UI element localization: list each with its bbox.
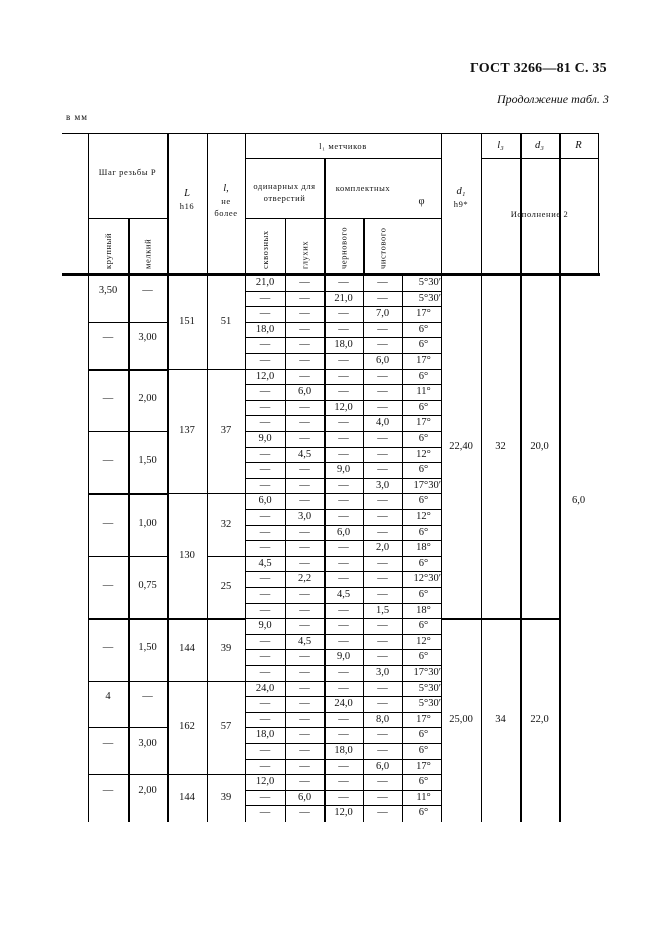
header-col-rule	[598, 133, 599, 273]
finish-cell: —	[377, 589, 388, 600]
rough-cell: —	[338, 308, 349, 320]
l-cell: 51	[220, 315, 232, 327]
through-cell: —	[259, 713, 271, 725]
rough-cell: —	[338, 417, 349, 429]
phi-cell: 6°	[418, 557, 429, 569]
phi-cell: 17°	[416, 417, 431, 429]
blind-cell: —	[299, 807, 310, 819]
through-cell: —	[259, 745, 271, 756]
blind-cell: —	[299, 355, 310, 366]
rough-cell: —	[338, 433, 349, 444]
phi-cell: 6°	[418, 589, 429, 600]
rough-cell: —	[338, 277, 349, 288]
phi-cell: 12°	[416, 635, 431, 647]
phi-cell: 11°	[416, 386, 431, 398]
phi-cell: 6°	[418, 495, 429, 507]
blind-cell: 4,5	[297, 448, 312, 460]
finish-cell: —	[377, 464, 388, 476]
blind-cell: —	[299, 417, 310, 429]
through-cell: —	[259, 667, 271, 678]
blind-cell: —	[299, 713, 310, 725]
through-cell: —	[259, 355, 271, 366]
through-cell: —	[259, 542, 271, 554]
group-rule	[88, 681, 167, 682]
blind-cell: —	[299, 433, 310, 444]
L-cell: 162	[179, 721, 195, 733]
group-rule	[88, 322, 167, 323]
R-cell: 6,0	[571, 495, 586, 506]
body-col-rule	[441, 273, 442, 822]
header-sub-rule	[88, 218, 167, 219]
through-cell: —	[259, 308, 271, 320]
header-through: сквозных	[260, 230, 270, 269]
finish-cell: —	[377, 323, 388, 335]
through-cell: —	[259, 807, 271, 819]
fine-pitch-cell: 1,50	[138, 455, 157, 467]
through-cell: 18,0	[255, 729, 275, 741]
header-l3: l₃	[497, 140, 504, 151]
phi-cell: 6°	[418, 651, 429, 663]
fine-pitch-cell: 1,00	[138, 517, 157, 529]
header-fine: мелкий	[142, 238, 153, 269]
finish-cell: —	[377, 448, 388, 460]
header-execution-2: Исполнение 2	[510, 209, 569, 219]
l-cell: 37	[220, 425, 232, 436]
finish-cell: —	[377, 698, 388, 710]
finish-cell: —	[377, 511, 388, 522]
phi-cell: 6°	[418, 339, 429, 351]
finish-cell: —	[377, 729, 388, 741]
blind-cell: —	[299, 464, 310, 476]
finish-cell: 2,0	[375, 542, 390, 554]
phi-cell: 12°30′	[413, 573, 441, 585]
rough-cell: —	[338, 760, 349, 772]
rough-cell: —	[338, 635, 349, 647]
d-group-rule	[441, 618, 561, 620]
d3-cell: 22,0	[530, 713, 549, 725]
header-coarse: крупный	[103, 232, 113, 269]
blind-cell: —	[299, 308, 310, 320]
through-cell: —	[259, 448, 271, 460]
l3-cell: 34	[495, 713, 506, 725]
header-d3: d₃	[535, 140, 544, 151]
d3-cell: 20,0	[530, 440, 549, 452]
header-col-rule	[481, 133, 482, 273]
finish-cell: —	[377, 557, 388, 569]
phi-cell: 5°30′	[418, 682, 441, 694]
finish-cell: —	[377, 292, 388, 304]
rough-cell: —	[338, 323, 349, 335]
finish-cell: 6,0	[375, 760, 390, 772]
rough-cell: —	[338, 557, 349, 569]
phi-cell: 5°30′	[418, 292, 441, 304]
L-group-rule	[167, 681, 245, 682]
fine-pitch-cell: 0,75	[138, 580, 157, 591]
rough-cell: —	[338, 386, 349, 398]
through-cell: —	[259, 604, 271, 616]
rough-cell: —	[338, 370, 349, 382]
rough-cell: 12,0	[334, 401, 353, 413]
blind-cell: —	[299, 526, 310, 538]
l-cell: 32	[220, 518, 232, 530]
header-rough: чернового	[338, 226, 349, 269]
fine-pitch-cell: 2,00	[138, 784, 157, 796]
finish-cell: —	[377, 370, 388, 382]
blind-cell: —	[299, 682, 310, 694]
finish-cell: —	[377, 745, 388, 756]
header-L-tolerance: h16	[179, 201, 195, 211]
finish-cell: —	[377, 277, 388, 288]
coarse-pitch-cell: 3,50	[98, 285, 118, 297]
through-cell: —	[259, 573, 271, 585]
blind-cell: 6,0	[297, 791, 312, 803]
blind-cell: —	[299, 277, 310, 288]
header-thread-pitch: Шаг резьбы P	[98, 167, 157, 177]
blind-cell: —	[299, 495, 310, 507]
blind-cell: —	[299, 292, 310, 304]
header-l-sub2: более	[214, 208, 238, 218]
blind-cell: —	[299, 542, 310, 554]
blind-cell: —	[299, 667, 310, 678]
body-col-rule	[559, 273, 561, 822]
L-cell: 151	[179, 315, 195, 327]
through-cell: 24,0	[255, 682, 275, 694]
phi-cell: 5°30′	[418, 698, 441, 710]
group-rule	[88, 431, 167, 432]
rough-cell: 9,0	[336, 651, 351, 663]
finish-cell: 4,0	[375, 417, 390, 429]
finish-cell: —	[377, 386, 388, 398]
coarse-pitch-cell: —	[102, 392, 114, 404]
header-l1-taps: l₁ метчиков	[319, 141, 367, 151]
rough-cell: —	[338, 791, 349, 803]
through-cell: —	[259, 386, 271, 398]
rough-cell: —	[338, 667, 349, 678]
L-cell: 144	[179, 791, 195, 803]
finish-cell: —	[377, 339, 388, 351]
d1-cell: 22,40	[449, 440, 473, 452]
rough-cell: —	[338, 355, 349, 366]
phi-cell: 12°	[416, 511, 431, 522]
header-d1: d₁	[456, 186, 466, 197]
fine-pitch-cell: —	[142, 690, 153, 702]
header-R: R	[575, 140, 582, 151]
finish-cell: —	[377, 495, 388, 507]
phi-cell: 11°	[416, 791, 431, 803]
rough-cell: —	[338, 511, 349, 522]
phi-cell: 6°	[418, 323, 429, 335]
phi-cell: 17°30′	[413, 667, 441, 678]
l-cell: 39	[220, 643, 232, 655]
rough-cell: —	[338, 620, 349, 632]
finish-cell: 7,0	[375, 308, 390, 320]
blind-cell: 6,0	[297, 386, 312, 398]
finish-cell: —	[377, 791, 388, 803]
header-top-rule	[62, 133, 598, 134]
finish-cell: —	[377, 776, 388, 788]
L-group-rule	[207, 556, 245, 557]
fine-pitch-cell: —	[142, 285, 153, 297]
blind-cell: —	[299, 479, 310, 491]
coarse-pitch-cell: —	[102, 642, 114, 654]
through-cell: —	[259, 511, 271, 522]
coarse-pitch-cell: —	[102, 784, 114, 796]
header-L: L	[184, 188, 190, 199]
phi-cell: 6°	[418, 401, 429, 413]
header-single-line1: одинарных для	[253, 181, 316, 191]
rough-cell: —	[338, 495, 349, 507]
header-sub-rule	[245, 218, 441, 219]
rough-cell: —	[338, 776, 349, 788]
through-cell: 9,0	[258, 620, 272, 632]
header-single-line2: отверстий	[263, 193, 306, 203]
phi-cell: 6°	[418, 526, 429, 538]
header-col-rule	[520, 133, 522, 273]
through-cell: 9,0	[258, 433, 272, 444]
table-continuation-label: Продолжение табл. 3	[497, 92, 609, 106]
rough-cell: —	[338, 448, 349, 460]
blind-cell: —	[299, 745, 310, 756]
phi-cell: 6°	[418, 776, 429, 788]
phi-cell: 18°	[416, 542, 431, 554]
body-col-rule	[520, 273, 522, 822]
header-d1-tolerance: h9*	[453, 199, 469, 209]
coarse-pitch-cell: —	[102, 332, 114, 344]
group-rule	[88, 369, 167, 371]
group-rule	[88, 493, 167, 495]
fine-pitch-cell: 3,00	[138, 332, 157, 344]
phi-cell: 18°	[416, 604, 431, 616]
phi-cell: 17°	[416, 355, 431, 366]
group-rule	[88, 618, 167, 620]
finish-cell: 8,0	[375, 713, 390, 725]
through-cell: —	[259, 791, 271, 803]
through-cell: —	[259, 589, 271, 600]
rough-cell: —	[338, 682, 349, 694]
blind-cell: —	[299, 760, 310, 772]
finish-cell: 1,5	[375, 604, 390, 616]
blind-cell: —	[299, 557, 310, 569]
rough-cell: —	[338, 542, 349, 554]
through-cell: —	[259, 464, 271, 476]
body-col-rule	[167, 273, 169, 822]
phi-cell: 17°	[416, 308, 431, 320]
finish-cell: —	[377, 433, 388, 444]
phi-cell: 6°	[418, 745, 429, 756]
blind-cell: —	[299, 620, 310, 632]
rough-cell: —	[338, 573, 349, 585]
L-cell: 137	[179, 425, 195, 436]
rough-cell: 21,0	[334, 292, 353, 304]
blind-cell: —	[299, 370, 310, 382]
rough-cell: 9,0	[336, 464, 351, 476]
L-group-rule	[167, 369, 245, 370]
header-l-sub1: не	[221, 196, 231, 206]
blind-cell: 3,0	[297, 511, 312, 522]
phi-cell: 5°30′	[418, 277, 441, 288]
blind-cell: —	[299, 339, 310, 351]
l-cell: 25	[220, 581, 232, 592]
finish-cell: —	[377, 620, 388, 632]
rough-cell: 12,0	[334, 807, 353, 819]
coarse-pitch-cell: —	[102, 455, 114, 467]
group-rule	[88, 727, 167, 728]
rough-cell: 24,0	[334, 698, 353, 710]
phi-cell: 6°	[418, 620, 429, 632]
page-header-title: ГОСТ 3266—81 С. 35	[470, 61, 607, 76]
through-cell: 12,0	[255, 776, 275, 788]
blind-cell: —	[299, 729, 310, 741]
blind-cell: —	[299, 323, 310, 335]
through-cell: —	[259, 760, 271, 772]
body-col-rule	[481, 273, 482, 822]
rough-cell: —	[338, 729, 349, 741]
header-col-rule	[559, 133, 561, 273]
fine-pitch-cell: 2,00	[138, 392, 157, 404]
through-cell: 6,0	[258, 495, 272, 507]
coarse-pitch-cell: —	[102, 737, 114, 749]
phi-cell: 17°	[416, 760, 431, 772]
finish-cell: —	[377, 651, 388, 663]
through-cell: 21,0	[255, 277, 275, 288]
group-rule	[88, 774, 167, 775]
header-l: l,	[223, 183, 229, 194]
blind-cell: —	[299, 604, 310, 616]
blind-cell: —	[299, 651, 310, 663]
phi-cell: 12°	[416, 448, 431, 460]
L-group-rule	[167, 618, 245, 620]
rough-cell: —	[338, 479, 349, 491]
phi-cell: 6°	[418, 807, 429, 819]
through-cell: —	[259, 698, 271, 710]
finish-cell: 3,0	[375, 479, 390, 491]
header-finish: чистового	[377, 227, 388, 269]
through-cell: 12,0	[255, 370, 275, 382]
group-rule	[88, 556, 167, 557]
coarse-pitch-cell: —	[102, 517, 114, 529]
phi-cell: 6°	[418, 464, 429, 476]
through-cell: —	[259, 635, 271, 647]
l3-cell: 32	[495, 440, 506, 452]
blind-cell: 4,5	[297, 635, 312, 647]
phi-cell: 6°	[418, 729, 429, 741]
blind-cell: —	[299, 589, 310, 600]
header-set: комплектных	[335, 183, 391, 193]
phi-cell: 17°	[416, 713, 431, 725]
rough-cell: 18,0	[334, 339, 353, 351]
L-cell: 130	[179, 549, 195, 561]
blind-cell: 2,2	[297, 573, 312, 585]
rough-cell: 6,0	[336, 526, 351, 538]
L-cell: 144	[179, 643, 195, 655]
through-cell: 4,5	[258, 557, 272, 569]
unit-label: в мм	[66, 112, 88, 122]
header-sub-rule	[481, 158, 598, 159]
finish-cell: —	[377, 401, 388, 413]
through-cell: —	[259, 651, 271, 663]
through-cell: —	[259, 339, 271, 351]
rough-cell: 4,5	[336, 589, 351, 600]
blind-cell: —	[299, 698, 310, 710]
header-sub-rule	[245, 158, 441, 159]
phi-cell: 6°	[418, 370, 429, 382]
phi-cell: 6°	[418, 433, 429, 444]
fine-pitch-cell: 1,50	[138, 642, 157, 654]
finish-cell: —	[377, 682, 388, 694]
L-group-rule	[167, 774, 245, 775]
through-cell: —	[259, 479, 271, 491]
finish-cell: —	[377, 573, 388, 585]
fine-pitch-cell: 3,00	[138, 737, 157, 749]
through-cell: —	[259, 417, 271, 429]
body-col-rule	[207, 273, 208, 822]
finish-cell: —	[377, 635, 388, 647]
coarse-pitch-cell: —	[102, 580, 114, 591]
rough-cell: —	[338, 713, 349, 725]
l-cell: 39	[220, 791, 232, 803]
finish-cell: —	[377, 807, 388, 819]
rough-cell: —	[338, 604, 349, 616]
coarse-pitch-cell: 4	[105, 690, 111, 702]
header-blind: глухих	[299, 240, 310, 269]
rough-cell: 18,0	[334, 745, 353, 756]
l-cell: 57	[220, 721, 232, 733]
header-phi: φ	[418, 196, 425, 207]
d1-cell: 25,00	[449, 713, 473, 725]
through-cell: —	[259, 526, 271, 538]
through-cell: —	[259, 292, 271, 304]
blind-cell: —	[299, 401, 310, 413]
finish-cell: —	[377, 526, 388, 538]
blind-cell: —	[299, 776, 310, 788]
through-cell: —	[259, 401, 271, 413]
finish-cell: 3,0	[375, 667, 390, 678]
finish-cell: 6,0	[375, 355, 390, 366]
phi-cell: 17°30′	[413, 479, 441, 491]
through-cell: 18,0	[255, 323, 275, 335]
L-group-rule	[167, 493, 245, 494]
